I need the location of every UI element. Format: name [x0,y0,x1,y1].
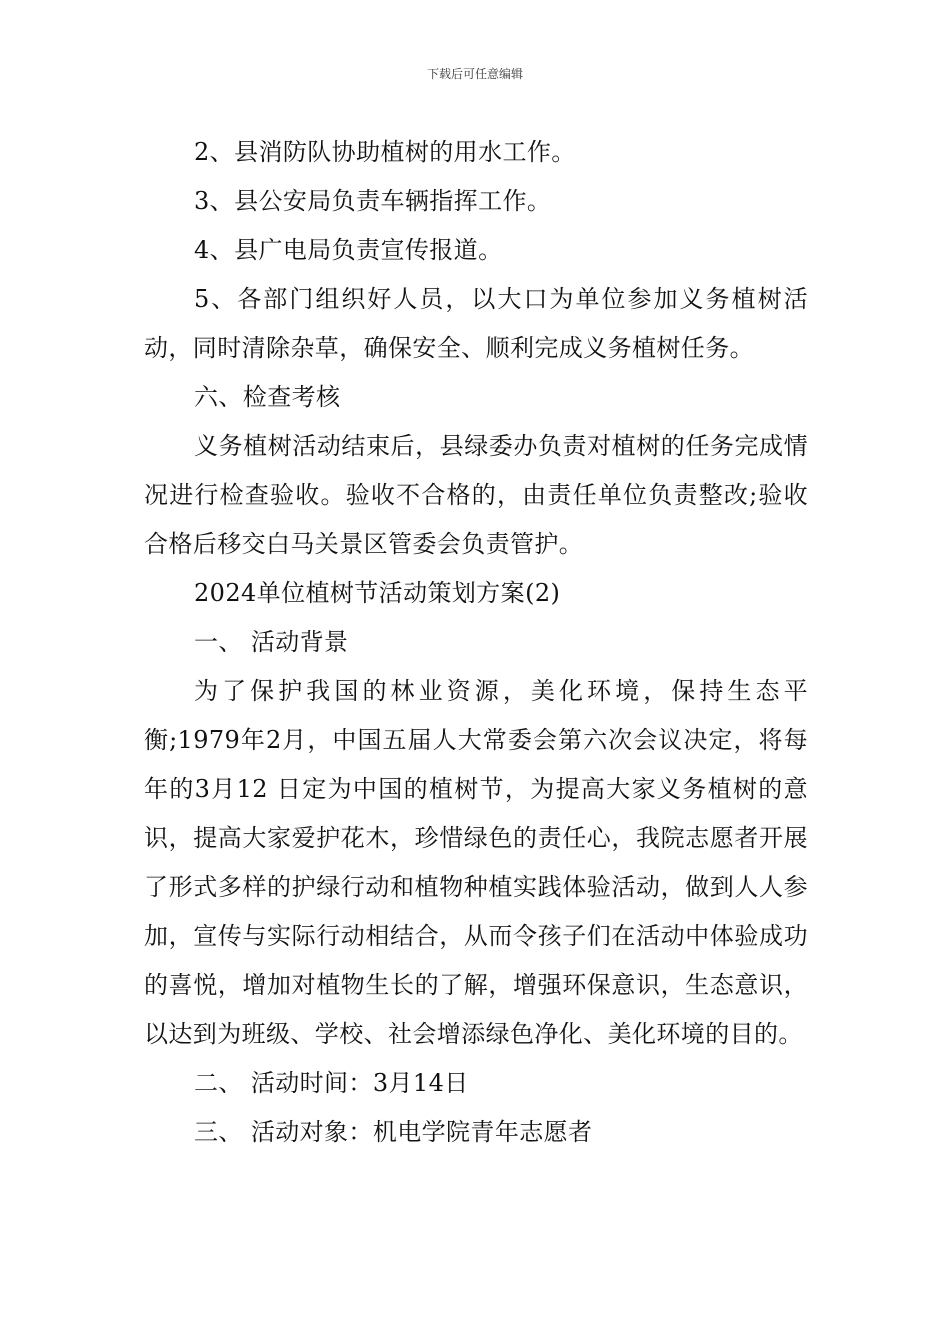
paragraph-fire-brigade: 2、县消防队协助植树的用水工作。 [194,138,576,166]
paragraph-police: 3、县公安局负责车辆指挥工作。 [194,187,552,215]
section-heading-background: 一、 活动背景 [194,628,349,656]
paragraph-inspection: 义务植树活动结束后，县绿委办负责对植树的任务完成情况进行检查验收。验收不合格的，由责任单位负责整改;验收合格后移交白马关景区管委会负责管护。 [144,432,808,558]
document-body [144,128,808,1157]
paragraph-background: 为了保护我国的林业资源，美化环境，保持生态平衡;1979年2月，中国五届人大常委会第六次会议决定，将每年的3月12 日定为中国的植树节，为提高大家义务植树的意识，提高大家爱护花木，珍惜绿色的责任心，我院志愿者开展了形式多样的护绿行动和植物种植实践体验活动，做到人人参加，宣传与实际行动相结合，从而令孩子们在活动中体验成功的喜悦，增加对植物生长的了解，增强环保意识，生态意识，以达到为班级、学校、社会增添绿色净化、美化环境的目的。 [144,677,808,1048]
document-subtitle: 2024单位植树节活动策划方案(2) [194,579,561,607]
paragraph-broadcast: 4、县广电局负责宣传报道。 [194,236,503,264]
section-heading-audience: 三、 活动对象：机电学院青年志愿者 [194,1118,593,1146]
section-heading-time: 二、 活动时间：3月14日 [194,1069,469,1097]
paragraph-departments: 5、各部门组织好人员，以大口为单位参加义务植树活动，同时清除杂草，确保安全、顺利完成义务植树任务。 [144,285,808,362]
page-header-note: 下载后可任意编辑 [426,67,523,81]
section-heading-inspection: 六、检查考核 [194,383,341,411]
